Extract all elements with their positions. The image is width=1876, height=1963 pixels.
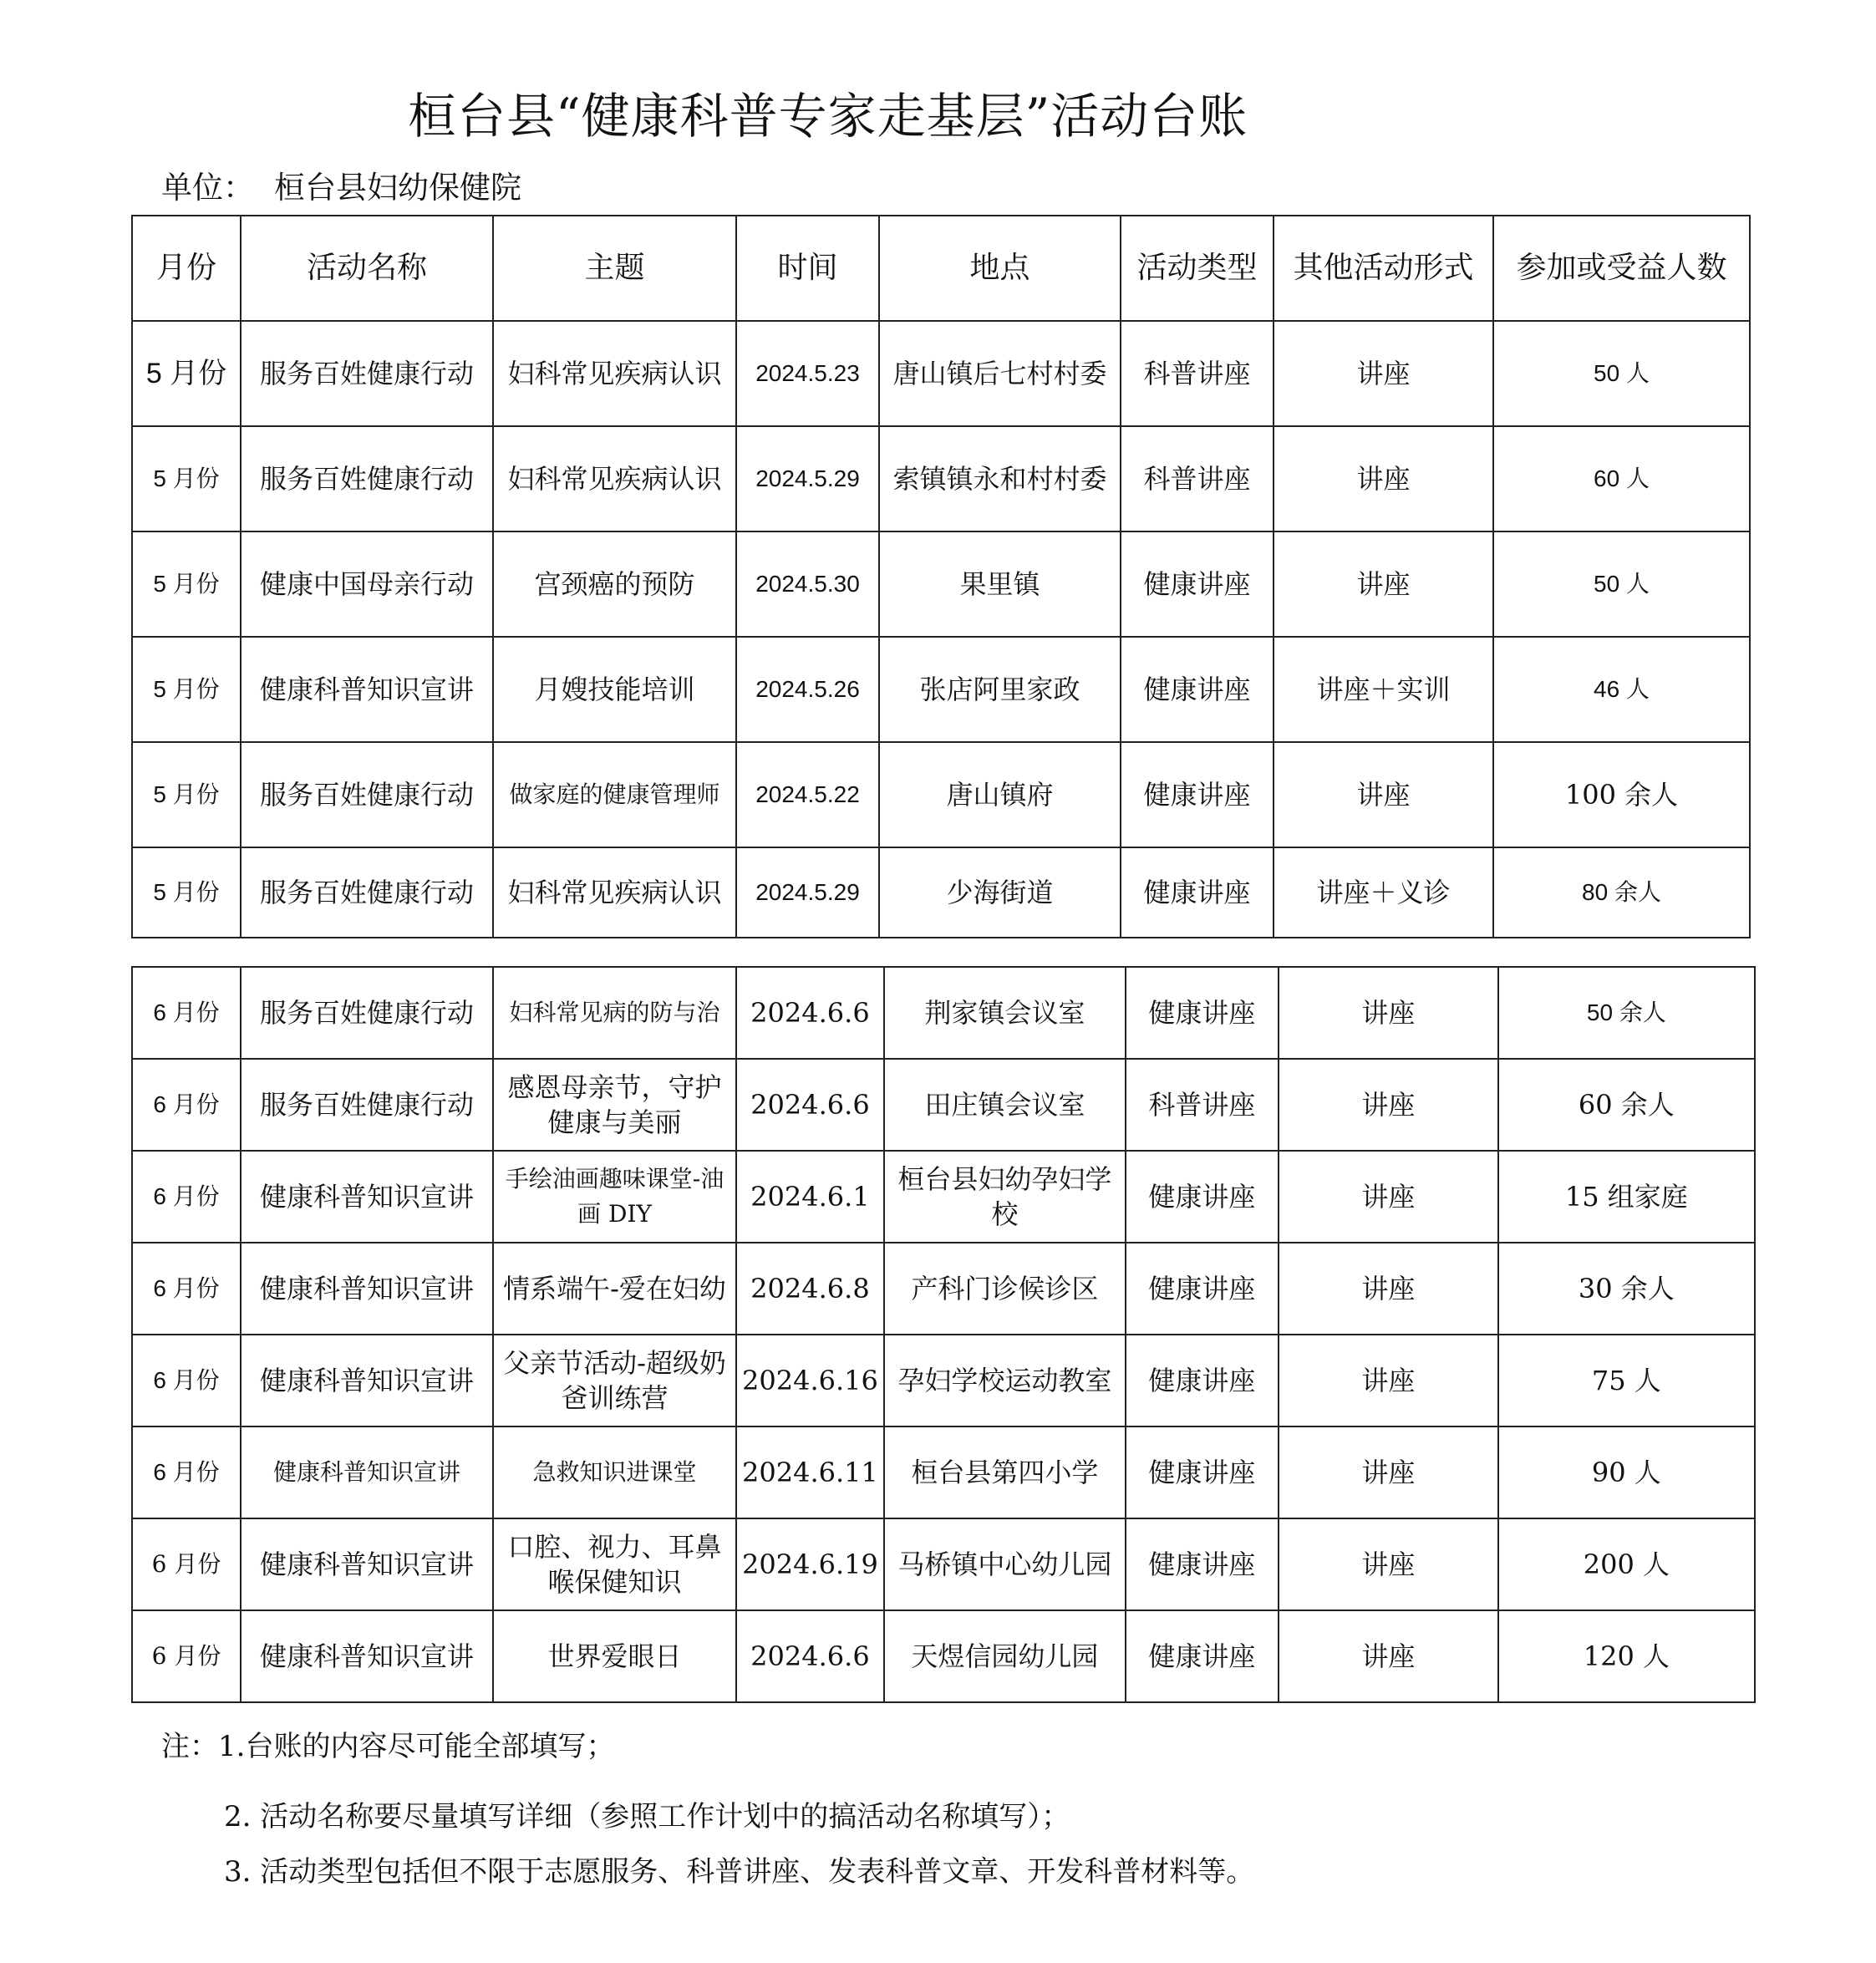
cell-time: 2024.6.6	[736, 1059, 884, 1151]
cell-activity-name: 健康科普知识宣讲	[241, 1610, 493, 1702]
cell-month: 5 月份	[132, 426, 241, 531]
cell-activity-type: 科普讲座	[1121, 321, 1274, 426]
cell-time: 2024.6.6	[736, 967, 884, 1059]
cell-activity-name: 服务百姓健康行动	[241, 967, 493, 1059]
cell-place: 桓台县第四小学	[884, 1426, 1126, 1518]
header-topic: 主题	[493, 216, 736, 321]
cell-place: 产科门诊候诊区	[884, 1243, 1126, 1335]
cell-participants: 120 人	[1498, 1610, 1755, 1702]
table-row	[132, 1610, 1755, 1702]
cell-place: 索镇镇永和村村委	[879, 426, 1121, 531]
cell-place: 唐山镇府	[879, 742, 1121, 847]
cell-place: 张店阿里家政	[879, 637, 1121, 742]
cell-place: 田庄镇会议室	[884, 1059, 1126, 1151]
cell-activity-type: 健康讲座	[1126, 1610, 1279, 1702]
may-activity-table	[131, 215, 1751, 938]
cell-topic: 父亲节活动-超级奶爸训练营	[493, 1335, 736, 1426]
cell-topic: 手绘油画趣味课堂-油画 DIY	[493, 1151, 736, 1243]
cell-participants: 60 人	[1493, 426, 1750, 531]
cell-time: 2024.6.1	[736, 1151, 884, 1243]
table-row	[132, 1151, 1755, 1243]
cell-place: 孕妇学校运动教室	[884, 1335, 1126, 1426]
table-row	[132, 321, 1750, 426]
note-line-2: 2. 活动名称要尽量填写详细（参照工作计划中的搞活动名称填写）；	[224, 1800, 1070, 1833]
cell-place: 荆家镇会议室	[884, 967, 1126, 1059]
cell-month: 5 月份	[132, 742, 241, 847]
cell-topic: 宫颈癌的预防	[493, 531, 736, 637]
cell-other-form: 讲座	[1279, 1335, 1498, 1426]
cell-activity-type: 健康讲座	[1126, 1426, 1279, 1518]
cell-topic: 情系端午-爱在妇幼	[493, 1243, 736, 1335]
cell-activity-name: 服务百姓健康行动	[241, 847, 493, 938]
cell-other-form: 讲座	[1279, 1151, 1498, 1243]
table-row	[132, 531, 1750, 637]
cell-time: 2024.5.23	[736, 321, 879, 426]
unit-value: 桓台县妇幼保健院	[274, 170, 521, 206]
cell-participants: 30 余人	[1498, 1243, 1755, 1335]
cell-month: 6 月份	[132, 1059, 241, 1151]
cell-activity-name: 健康中国母亲行动	[241, 531, 493, 637]
table-header-row	[132, 216, 1750, 321]
cell-time: 2024.6.8	[736, 1243, 884, 1335]
cell-participants: 50 余人	[1498, 967, 1755, 1059]
cell-other-form: 讲座＋实训	[1274, 637, 1493, 742]
cell-place: 果里镇	[879, 531, 1121, 637]
cell-activity-type: 健康讲座	[1126, 1243, 1279, 1335]
cell-activity-name: 健康科普知识宣讲	[241, 637, 493, 742]
cell-activity-type: 健康讲座	[1126, 1335, 1279, 1426]
header-other-form: 其他活动形式	[1274, 216, 1493, 321]
cell-topic: 妇科常见疾病认识	[493, 426, 736, 531]
unit-label: 单位：	[161, 170, 254, 206]
cell-topic: 月嫂技能培训	[493, 637, 736, 742]
cell-other-form: 讲座	[1279, 1610, 1498, 1702]
cell-month: 5 月份	[132, 321, 241, 426]
cell-activity-type: 健康讲座	[1121, 742, 1274, 847]
cell-month: 5 月份	[132, 531, 241, 637]
cell-activity-type: 健康讲座	[1126, 1518, 1279, 1610]
cell-activity-type: 健康讲座	[1121, 637, 1274, 742]
cell-participants: 80 余人	[1493, 847, 1750, 938]
cell-other-form: 讲座	[1279, 1243, 1498, 1335]
cell-time: 2024.5.30	[736, 531, 879, 637]
cell-activity-name: 健康科普知识宣讲	[241, 1426, 493, 1518]
cell-month: 6 月份	[132, 967, 241, 1059]
cell-topic: 世界爱眼日	[493, 1610, 736, 1702]
cell-activity-name: 服务百姓健康行动	[241, 321, 493, 426]
table-row	[132, 847, 1750, 938]
document-title: 桓台县“健康科普专家走基层”活动台账	[408, 88, 1248, 145]
table-row	[132, 1243, 1755, 1335]
cell-activity-type: 科普讲座	[1121, 426, 1274, 531]
cell-participants: 200 人	[1498, 1518, 1755, 1610]
header-time: 时间	[736, 216, 879, 321]
cell-participants: 50 人	[1493, 531, 1750, 637]
cell-activity-name: 服务百姓健康行动	[241, 426, 493, 531]
unit-line	[161, 162, 521, 207]
cell-other-form: 讲座＋义诊	[1274, 847, 1493, 938]
june-activity-table	[131, 966, 1756, 1703]
cell-activity-type: 健康讲座	[1126, 967, 1279, 1059]
cell-participants: 90 人	[1498, 1426, 1755, 1518]
header-month: 月份	[132, 216, 241, 321]
cell-time: 2024.6.19	[736, 1518, 884, 1610]
cell-place: 天煜信园幼儿园	[884, 1610, 1126, 1702]
cell-place: 唐山镇后七村村委	[879, 321, 1121, 426]
cell-other-form: 讲座	[1279, 967, 1498, 1059]
cell-month: 5 月份	[132, 637, 241, 742]
table-row	[132, 1518, 1755, 1610]
cell-time: 2024.5.29	[736, 847, 879, 938]
cell-activity-name: 健康科普知识宣讲	[241, 1335, 493, 1426]
cell-activity-name: 健康科普知识宣讲	[241, 1151, 493, 1243]
cell-month: 6 月份	[132, 1518, 241, 1610]
cell-topic: 做家庭的健康管理师	[493, 742, 736, 847]
cell-place: 少海街道	[879, 847, 1121, 938]
cell-participants: 100 余人	[1493, 742, 1750, 847]
cell-time: 2024.5.22	[736, 742, 879, 847]
cell-month: 6 月份	[132, 1426, 241, 1518]
table-row	[132, 1335, 1755, 1426]
cell-participants: 75 人	[1498, 1335, 1755, 1426]
cell-other-form: 讲座	[1274, 742, 1493, 847]
table-row	[132, 637, 1750, 742]
cell-month: 6 月份	[132, 1610, 241, 1702]
cell-activity-name: 健康科普知识宣讲	[241, 1243, 493, 1335]
cell-month: 6 月份	[132, 1151, 241, 1243]
cell-time: 2024.5.29	[736, 426, 879, 531]
cell-place: 桓台县妇幼孕妇学校	[884, 1151, 1126, 1243]
cell-activity-type: 健康讲座	[1126, 1151, 1279, 1243]
header-activity-name: 活动名称	[241, 216, 493, 321]
cell-month: 6 月份	[132, 1243, 241, 1335]
cell-participants: 50 人	[1493, 321, 1750, 426]
cell-activity-name: 健康科普知识宣讲	[241, 1518, 493, 1610]
cell-participants: 60 余人	[1498, 1059, 1755, 1151]
cell-month: 6 月份	[132, 1335, 241, 1426]
cell-time: 2024.6.6	[736, 1610, 884, 1702]
cell-place: 马桥镇中心幼儿园	[884, 1518, 1126, 1610]
cell-time: 2024.6.11	[736, 1426, 884, 1518]
note-line-1: 注：1.台账的内容尽可能全部填写；	[161, 1730, 615, 1763]
cell-activity-type: 健康讲座	[1121, 847, 1274, 938]
cell-other-form: 讲座	[1274, 531, 1493, 637]
cell-topic: 口腔、视力、耳鼻喉保健知识	[493, 1518, 736, 1610]
cell-participants: 15 组家庭	[1498, 1151, 1755, 1243]
table-row	[132, 1426, 1755, 1518]
header-place: 地点	[879, 216, 1121, 321]
cell-month: 5 月份	[132, 847, 241, 938]
cell-topic: 感恩母亲节，守护健康与美丽	[493, 1059, 736, 1151]
cell-activity-name: 服务百姓健康行动	[241, 742, 493, 847]
cell-activity-type: 科普讲座	[1126, 1059, 1279, 1151]
cell-activity-type: 健康讲座	[1121, 531, 1274, 637]
table-row	[132, 742, 1750, 847]
note-line-3: 3. 活动类型包括但不限于志愿服务、科普讲座、发表科普文章、开发科普材料等。	[224, 1855, 1255, 1889]
table-row	[132, 967, 1755, 1059]
header-activity-type: 活动类型	[1121, 216, 1274, 321]
cell-other-form: 讲座	[1279, 1426, 1498, 1518]
table-row	[132, 426, 1750, 531]
table-row	[132, 1059, 1755, 1151]
cell-time: 2024.5.26	[736, 637, 879, 742]
header-participants: 参加或受益人数	[1493, 216, 1750, 321]
cell-other-form: 讲座	[1279, 1059, 1498, 1151]
cell-activity-name: 服务百姓健康行动	[241, 1059, 493, 1151]
cell-participants: 46 人	[1493, 637, 1750, 742]
cell-other-form: 讲座	[1279, 1518, 1498, 1610]
cell-time: 2024.6.16	[736, 1335, 884, 1426]
cell-other-form: 讲座	[1274, 426, 1493, 531]
cell-other-form: 讲座	[1274, 321, 1493, 426]
cell-topic: 妇科常见疾病认识	[493, 321, 736, 426]
cell-topic: 妇科常见疾病认识	[493, 847, 736, 938]
cell-topic: 急救知识进课堂	[493, 1426, 736, 1518]
cell-topic: 妇科常见病的防与治	[493, 967, 736, 1059]
